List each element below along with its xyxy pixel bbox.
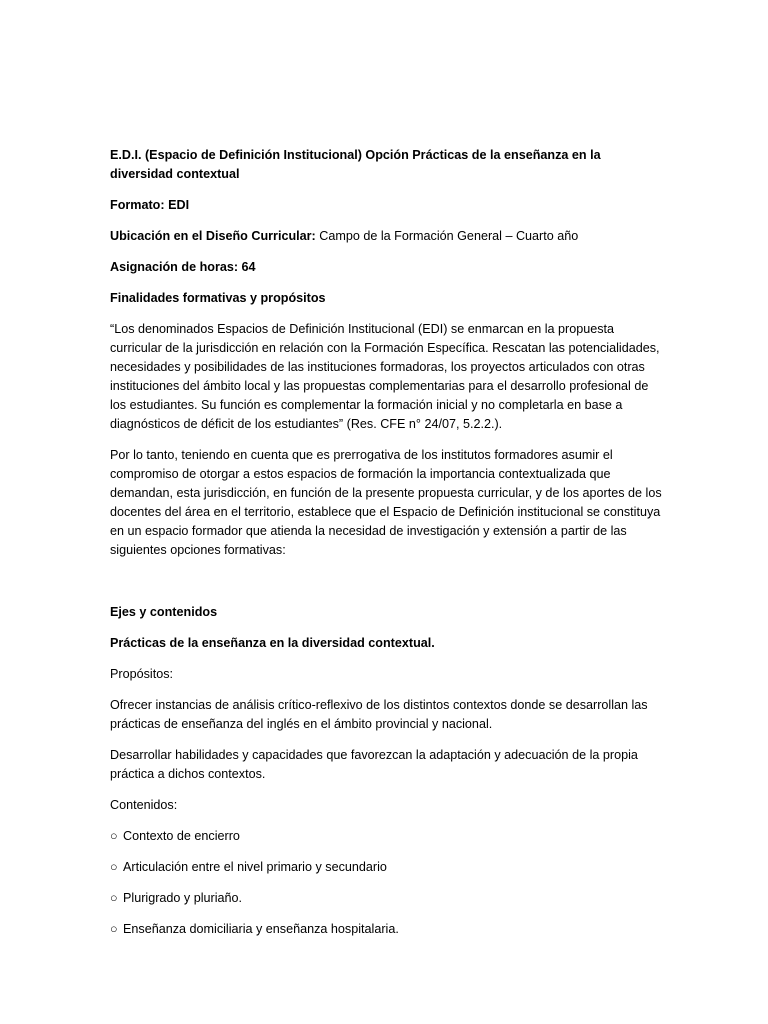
practicas-heading: Prácticas de la enseñanza en la diversidad contextual. (110, 636, 435, 650)
circle-bullet-icon: ○ (110, 891, 118, 905)
list-item (110, 920, 666, 939)
list-item-label: Plurigrado y pluriaño. (123, 891, 243, 905)
list-item-label: Articulación entre el nivel primario y secundario (123, 860, 387, 874)
proposito-1: Ofrecer instancias de análisis crítico-reflexivo de los distintos contextos donde se desarrollan las prácticas de enseñanza del inglés en el ámbito provincial y nacional. (110, 698, 648, 731)
circle-bullet-icon: ○ (110, 829, 118, 843)
formato-line: Formato: EDI (110, 198, 190, 212)
horas-line: Asignación de horas: 64 (110, 260, 256, 274)
finalidades-heading: Finalidades formativas y propósitos (110, 291, 326, 305)
list-item (110, 858, 666, 877)
document-page (110, 146, 666, 951)
body-paragraph: Por lo tanto, teniendo en cuenta que es prerrogativa de los institutos formadores asumir el compromiso de otorgar a estos espacios de formación la importancia contextualizada que demandan, esta jurisdicción, en función de la presente propuesta curricular, y de los aportes de los docentes del área en el territorio, establece que el Espacio de Definición institucional se constituya en un espacio formador que atienda la necesidad de investigación y extensión a partir de las siguientes opciones formativas: (110, 448, 662, 557)
circle-bullet-icon: ○ (110, 922, 118, 936)
quote-paragraph: “Los denominados Espacios de Definición Institucional (EDI) se enmarcan en la propuesta curricular de la jurisdicción en relación con la Formación Específica. Rescatan las potencialidades, necesidades y posibilidades de las instituciones formadoras, los proyectos articulados con otras instituciones del ámbito local y las propuestas complementarias para el desarrollo profesional de los estudiantes. Su función es complementar la formación inicial y no completarla en base a diagnósticos de déficit de los estudiantes” (Res. CFE n° 24/07, 5.2.2.). (110, 322, 660, 431)
circle-bullet-icon: ○ (110, 860, 118, 874)
ubicacion-line (110, 227, 666, 246)
propositos-label: Propósitos: (110, 667, 173, 681)
list-item-label: Contexto de encierro (123, 829, 240, 843)
proposito-2: Desarrollar habilidades y capacidades que favorezcan la adaptación y adecuación de la propia práctica a dichos contextos. (110, 748, 638, 781)
spacer (110, 572, 666, 603)
list-item (110, 827, 666, 846)
ubicacion-value: Campo de la Formación General – Cuarto año (315, 229, 579, 243)
contenidos-label: Contenidos: (110, 798, 178, 812)
document-title: E.D.I. (Espacio de Definición Institucional) Opción Prácticas de la enseñanza en la diversidad contextual (110, 148, 601, 181)
ejes-heading: Ejes y contenidos (110, 605, 218, 619)
list-item-label: Enseñanza domiciliaria y enseñanza hospitalaria. (123, 922, 399, 936)
list-item (110, 889, 666, 908)
ubicacion-label: Ubicación en el Diseño Curricular: (110, 229, 316, 243)
